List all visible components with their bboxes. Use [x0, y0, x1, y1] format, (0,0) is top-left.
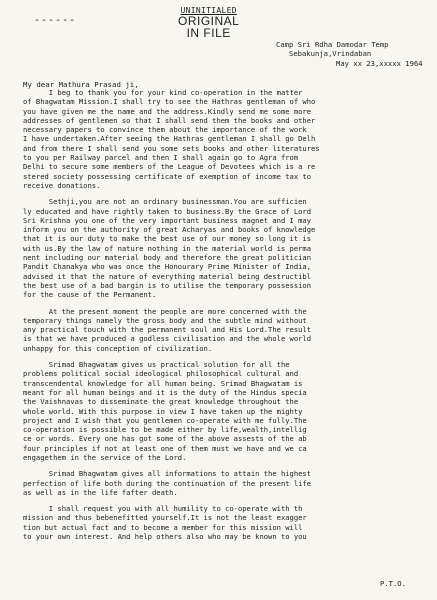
letter-line: inform you on the authority of great Acharyas and books of knowledge [23, 225, 316, 235]
letter-line: the Vaishnavas to disseminate the great knowledge throughout the [23, 397, 299, 407]
letter-line: Srimad Bhagwatam gives all informations to attain the highest [23, 469, 312, 479]
letter-line: is that we have produced a godless civilisation and the whole world [23, 334, 312, 344]
address-line-1: Camp Sri Rdha Damodar Temp [276, 40, 389, 49]
letter-line: whole world. With this purpose in view I have taken up the mighty [23, 406, 303, 416]
letter-line: and from there I shall send you some sets books and other literatures [23, 143, 320, 153]
letter-line: with us.By the law of nature nothing in the material world is perma [23, 243, 312, 253]
letter-line: problems political social ideological philosophical cultural and [23, 369, 299, 379]
letter-line: Sethji,you are not an ordinary businessman.You are sufficien [23, 197, 307, 207]
letter-line: tion but actual fact and to become a member for this mission will [23, 522, 303, 532]
letter-line: I shall request you with all humility to co-operate with th [23, 504, 303, 514]
letter-line: Srimad Bhagwatam gives us practical solution for all the [23, 360, 290, 370]
letter-line: project and I wish that you gentlemen co-operate with me fully.The [23, 415, 307, 425]
letter-line: meant for all human beings and it is the duty of the Hindus specia [23, 387, 307, 397]
letter-line: I beg to thank you for your kind co-operation in the matter [23, 88, 303, 97]
letter-line: any practical touch with the permanent soul and His Lord.The result [23, 325, 312, 335]
letter-line: perfection of life both during the continuation of the present life [23, 478, 312, 488]
letter-line: to you per Railway parcel and then I shall again go to Agra from [23, 153, 299, 163]
letter-line: for the cause of the Permanent. [23, 290, 157, 300]
letter-paragraph [23, 307, 437, 353]
letter-line: At the present moment the people are more concerned with the [23, 306, 307, 316]
letter-line: temporary things namely the gross body and the subtle mind without [23, 315, 307, 325]
letter-line: nent including our material body and therefore the great politician [23, 253, 312, 263]
letter-line: transcendental knowledge for all human being. Srimad Bhagwatam is [23, 378, 303, 388]
letter-paragraph [23, 504, 437, 541]
letter-paragraph [23, 469, 437, 497]
letter-line: advised it that the nature of everything material being destructibl [23, 271, 312, 281]
letter-body [23, 88, 437, 548]
address-line-2: Sebakunja,Vrindaban [289, 49, 372, 59]
stamp-line-in-file: IN FILE [186, 26, 231, 40]
letter-line: addresses of gentlemen so that I shall send them the books and other [23, 115, 316, 125]
sender-address [276, 40, 423, 68]
letter-line: stered society possessing certificate of exemption of income tax to [23, 171, 312, 181]
letter-line: four principles if not at least one of them must we have and we ca [23, 443, 307, 453]
letter-line: unhappy for this conception of civilization. [23, 343, 213, 353]
salutation: My dear Mathura Prasad ji, [23, 80, 139, 89]
stamp-line-original: ORIGINAL [178, 14, 240, 28]
letter-line: Pandit Chanakya who was once the Honourary Prime Minister of India, [23, 262, 312, 272]
letter-line: ce or words. Every one has got some of the above assests of the ab [23, 434, 307, 444]
letter-paragraph [23, 360, 437, 462]
letter-line: Delhi to secure some members of the League of Devotees which is a re [23, 162, 316, 172]
letter-line: I have undertaken.After seeing the Hathras gentleman I shall go Delh [23, 134, 316, 144]
letter-line: engagethem in the service of the Lord. [23, 452, 187, 462]
letter-line: co-operation is possible to be made either by life,wealth,intellig [23, 425, 307, 435]
letter-line: mission and thus bebenefitted yourself.It is not the least exagger [23, 513, 307, 523]
page-turn-note: P.T.O. [380, 579, 406, 588]
letter-line: to your own interest. And help others also who may be known to you [23, 532, 307, 542]
letter-line: as well as in the life fafter death. [23, 487, 178, 497]
stamp-line-uninitialed: UNINITIALED [180, 6, 237, 15]
letter-line: of Bhagwatam Mission.I shall try to see the Hathras gentleman of who [23, 97, 316, 107]
letter-paragraph [23, 88, 437, 190]
letter-line: you have given me the name and the address.Kindly send me some more [23, 106, 312, 116]
letter-line: the best use of a bad bargin is to utilise the temporary possession [23, 280, 312, 290]
original-in-file-stamp [178, 7, 239, 39]
letter-line: that it is our duty to make the best use of our money so long it is [23, 234, 312, 244]
letter-line: receive donations. [23, 180, 101, 190]
letter-line: necessary papers to convince them about the importance of the work [23, 125, 307, 135]
header-mark: ------ [34, 15, 77, 26]
address-date: May xx 23,xxxxx 1964 [336, 58, 423, 68]
letter-line: ly educated and have rightly taken to business.By the Grace of Lord [23, 206, 312, 216]
letter-paragraph [23, 197, 437, 299]
letter-line: Sri Krishna you one of the very important business magnet and I may [23, 215, 312, 225]
